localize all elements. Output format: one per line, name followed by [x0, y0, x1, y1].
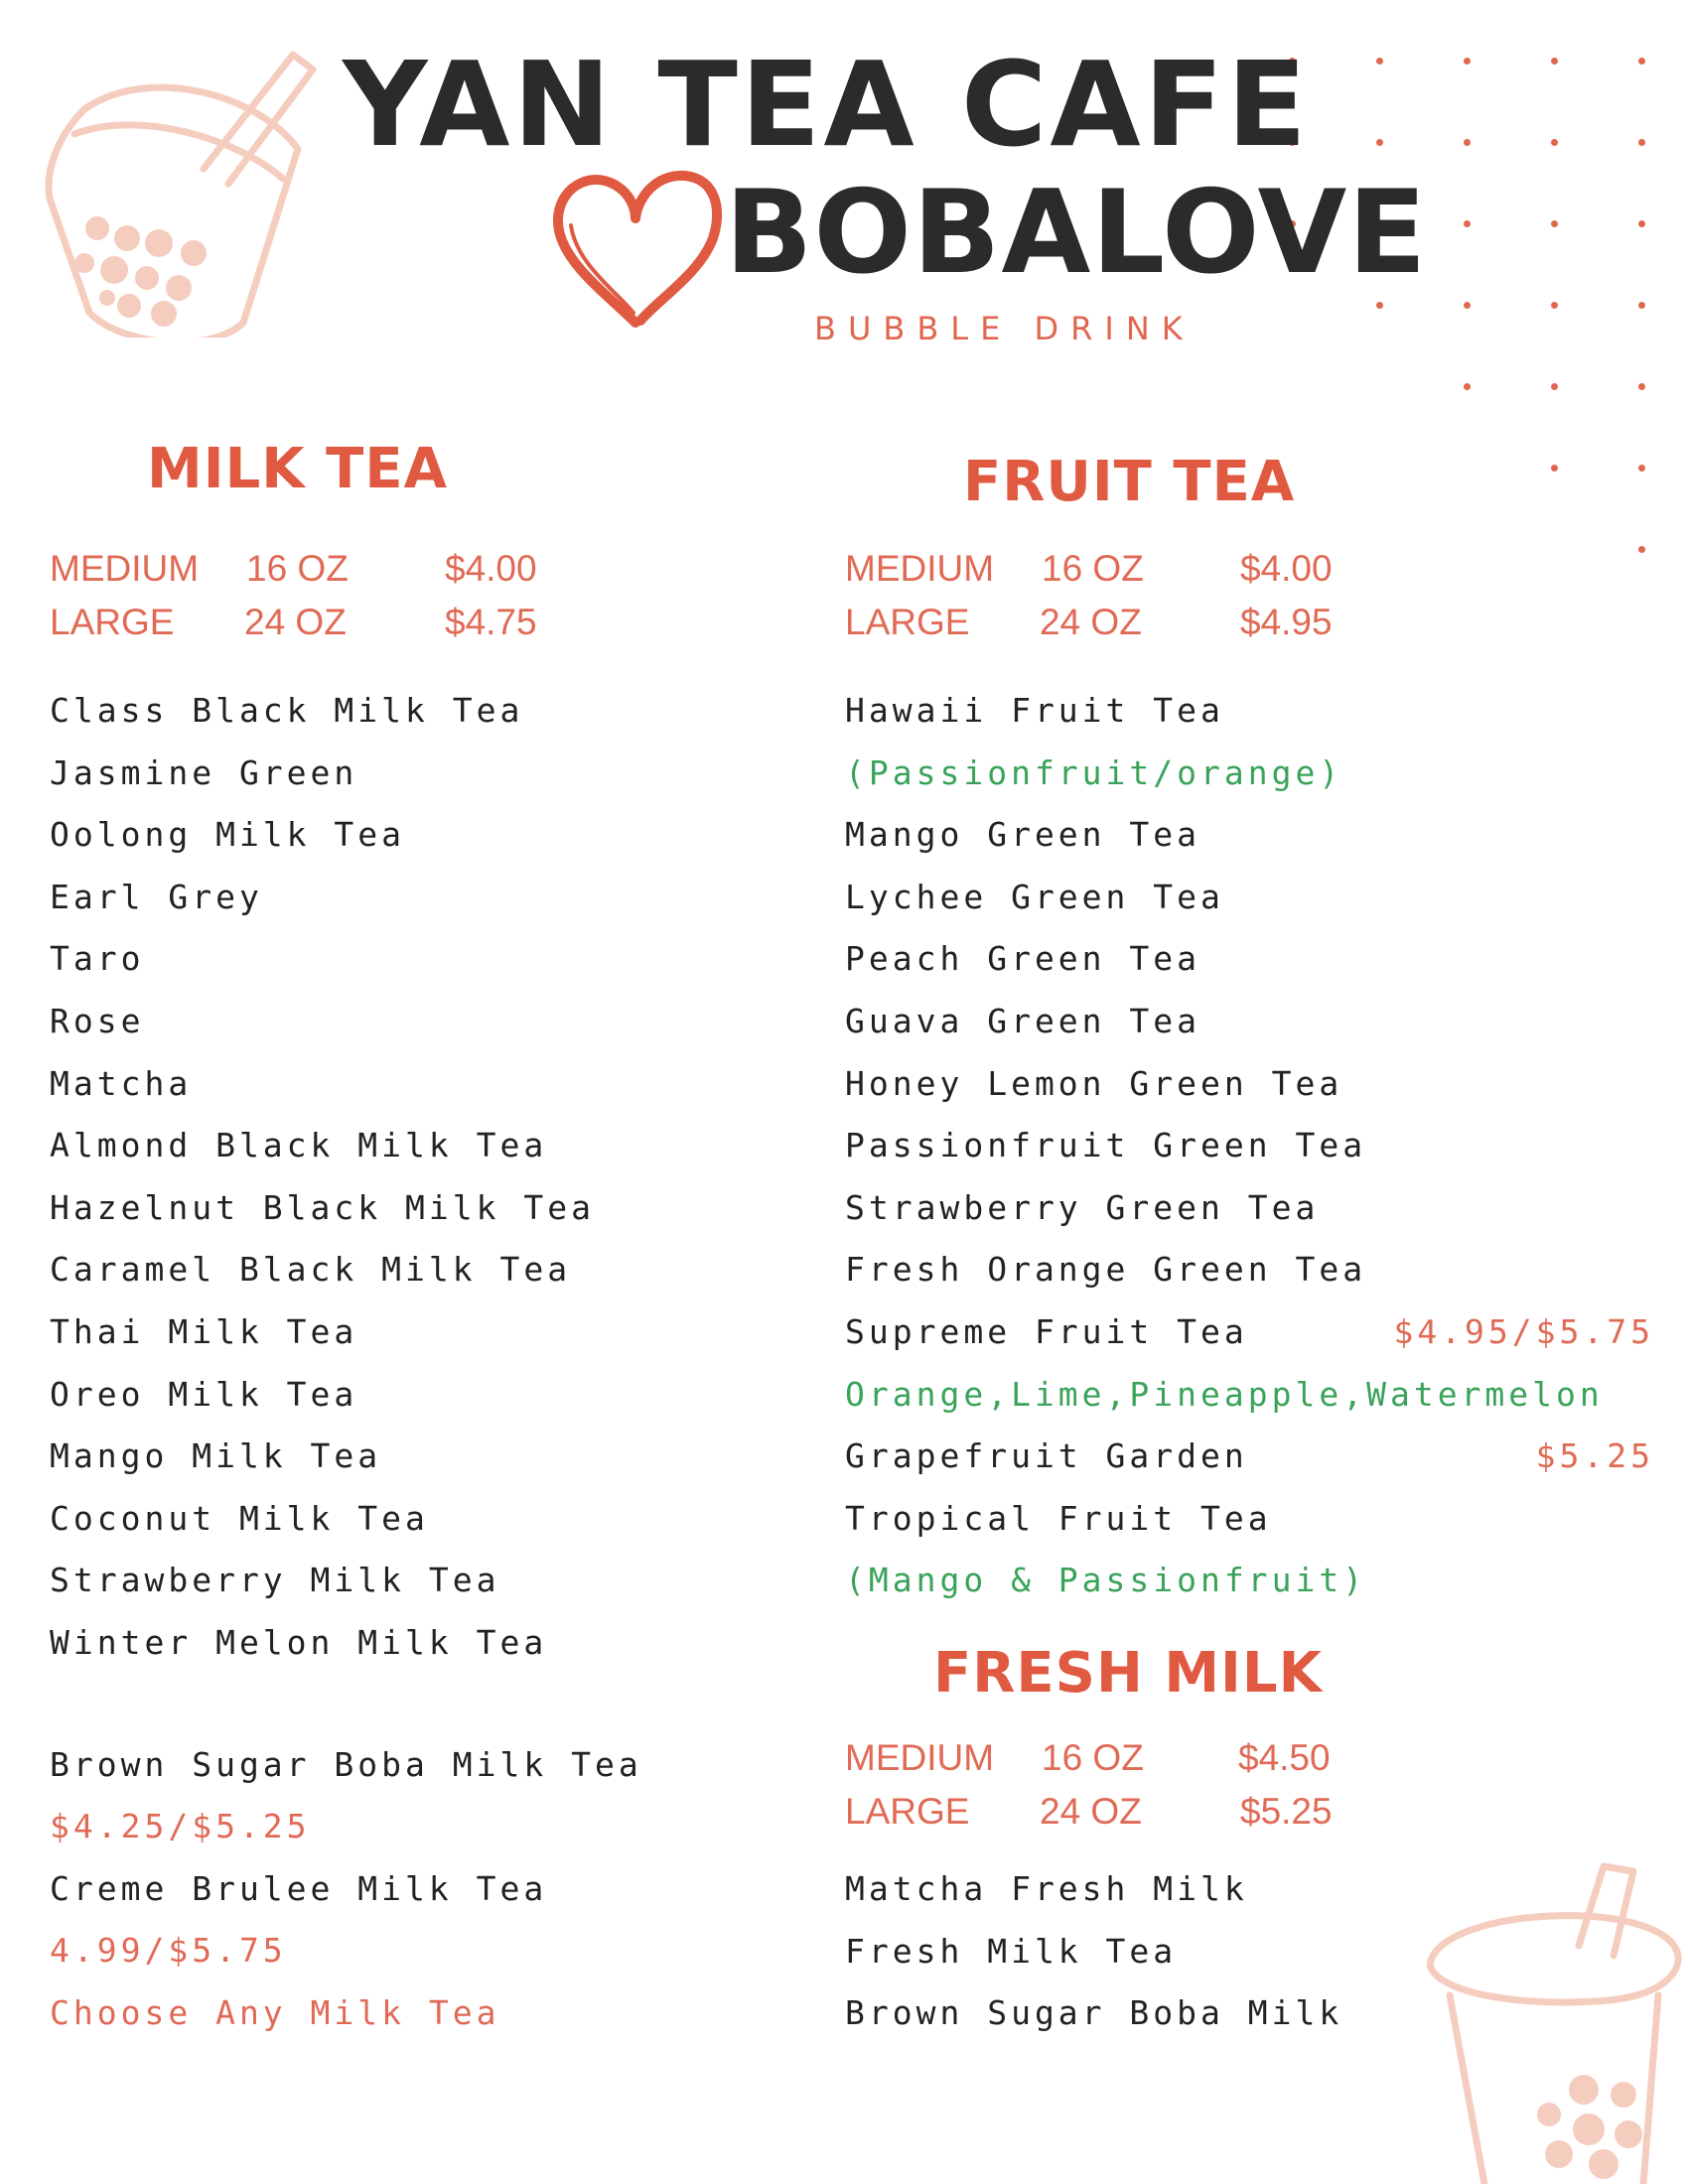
- menu-item: Strawberry Milk Tea: [50, 1561, 500, 1600]
- menu-item: Mango Milk Tea: [50, 1436, 382, 1476]
- decor-dot: [1551, 139, 1558, 146]
- menu-item: Matcha Fresh Milk: [845, 1869, 1248, 1908]
- brand-subtitle-bobalove: BOBALOVE: [725, 166, 1428, 300]
- decor-dot: [1551, 220, 1558, 227]
- decor-dot: [1551, 465, 1558, 472]
- item-price: $5.25: [1535, 1436, 1654, 1476]
- decor-dot: [1464, 139, 1471, 146]
- size-row-medium: [50, 548, 606, 602]
- item-note: (Mango & Passionfruit): [845, 1561, 1367, 1600]
- menu-item: Peach Green Tea: [845, 939, 1201, 979]
- section-title-milk-tea: MILK TEA: [147, 437, 448, 501]
- size-row-large: [845, 1791, 1401, 1844]
- special-item: Brown Sugar Boba Milk Tea: [50, 1745, 642, 1784]
- size-oz: 24 OZ: [244, 602, 347, 642]
- menu-item: Caramel Black Milk Tea: [50, 1250, 572, 1290]
- item-note: (Passionfruit/orange): [845, 752, 1343, 792]
- decor-dot: [1551, 302, 1558, 309]
- special-price-note: $4.25/$5.25: [50, 1807, 311, 1845]
- menu-item: Hawaii Fruit Tea: [845, 691, 1224, 730]
- tagline: BUBBLE DRINK: [814, 310, 1195, 347]
- menu-item: Coconut Milk Tea: [50, 1498, 429, 1538]
- decor-dot: [1638, 465, 1645, 472]
- size-oz: 16 OZ: [246, 548, 349, 589]
- special-item: Creme Brulee Milk Tea: [50, 1869, 548, 1908]
- decor-dot: [1464, 302, 1471, 309]
- decor-dot: [1551, 383, 1558, 390]
- size-name: LARGE: [845, 602, 970, 642]
- menu-item: Jasmine Green: [50, 752, 358, 792]
- size-price: $4.50: [1238, 1737, 1331, 1778]
- decor-dot: [1638, 220, 1645, 227]
- decor-dot: [1376, 139, 1383, 146]
- menu-item: Strawberry Green Tea: [845, 1187, 1320, 1227]
- menu-item: Fresh Orange Green Tea: [845, 1250, 1367, 1290]
- menu-item: Class Black Milk Tea: [50, 691, 524, 730]
- decor-dot: [1464, 220, 1471, 227]
- boba-cup-icon: [1410, 1846, 1688, 2184]
- menu-item: Tropical Fruit Tea: [845, 1498, 1272, 1538]
- menu-item: Lychee Green Tea: [845, 877, 1224, 916]
- menu-item: Mango Green Tea: [845, 815, 1201, 855]
- menu-item: Grapefruit Garden: [845, 1436, 1248, 1476]
- size-row-medium: [845, 1737, 1401, 1791]
- menu-item: Matcha: [50, 1063, 193, 1103]
- special-price-note: 4.99/$5.75: [50, 1931, 287, 1970]
- menu-item: Oreo Milk Tea: [50, 1374, 358, 1414]
- size-row-large: [845, 602, 1401, 655]
- section-title-fresh-milk: FRESH MILK: [933, 1641, 1323, 1706]
- menu-item: Winter Melon Milk Tea: [50, 1623, 548, 1662]
- size-name: LARGE: [845, 1791, 970, 1832]
- menu-item: Passionfruit Green Tea: [845, 1126, 1367, 1165]
- decor-dot: [1551, 58, 1558, 65]
- menu-item: Supreme Fruit Tea: [845, 1312, 1248, 1351]
- size-oz: 24 OZ: [1040, 1791, 1142, 1832]
- size-row-medium: [845, 548, 1401, 602]
- size-price: $4.00: [1240, 548, 1333, 589]
- decor-dot: [1376, 58, 1383, 65]
- size-price: $5.25: [1240, 1791, 1333, 1832]
- menu-item: Taro: [50, 939, 145, 979]
- size-row-large: [50, 602, 606, 655]
- menu-item: Fresh Milk Tea: [845, 1931, 1178, 1971]
- size-name: LARGE: [50, 602, 175, 642]
- decor-dot: [1464, 383, 1471, 390]
- size-price: $4.00: [445, 548, 537, 589]
- size-oz: 16 OZ: [1042, 548, 1144, 589]
- section-title-fruit-tea: FRUIT TEA: [963, 450, 1296, 514]
- size-price: $4.95: [1240, 602, 1333, 642]
- size-name: MEDIUM: [50, 548, 200, 589]
- menu-item: Guava Green Tea: [845, 1002, 1201, 1040]
- size-price: $4.75: [445, 602, 537, 642]
- menu-item: Earl Grey: [50, 877, 263, 916]
- menu-item: Brown Sugar Boba Milk: [845, 1993, 1343, 2033]
- menu-item: Rose: [50, 1002, 145, 1040]
- decor-dot: [1464, 58, 1471, 65]
- special-price-note: Choose Any Milk Tea: [50, 1993, 500, 2032]
- decor-dot: [1638, 58, 1645, 65]
- size-oz: 16 OZ: [1042, 1737, 1144, 1778]
- decor-dot: [1376, 302, 1383, 309]
- item-price: $4.95/$5.75: [1393, 1312, 1654, 1351]
- size-name: MEDIUM: [845, 1737, 995, 1778]
- decor-dot: [1638, 546, 1645, 553]
- menu-item: Hazelnut Black Milk Tea: [50, 1187, 595, 1227]
- heart-icon: [546, 164, 725, 328]
- cafe-name-title: YAN TEA CAFE: [343, 36, 1310, 173]
- item-note: Orange,Lime,Pineapple,Watermelon: [845, 1374, 1604, 1414]
- decor-dot: [1638, 302, 1645, 309]
- menu-item: Oolong Milk Tea: [50, 815, 406, 855]
- menu-item: Thai Milk Tea: [50, 1312, 358, 1351]
- decor-dot: [1638, 383, 1645, 390]
- size-oz: 24 OZ: [1040, 602, 1142, 642]
- decor-dot: [1638, 139, 1645, 146]
- menu-item: Almond Black Milk Tea: [50, 1126, 548, 1165]
- size-name: MEDIUM: [845, 548, 995, 589]
- menu-item: Honey Lemon Green Tea: [845, 1063, 1343, 1103]
